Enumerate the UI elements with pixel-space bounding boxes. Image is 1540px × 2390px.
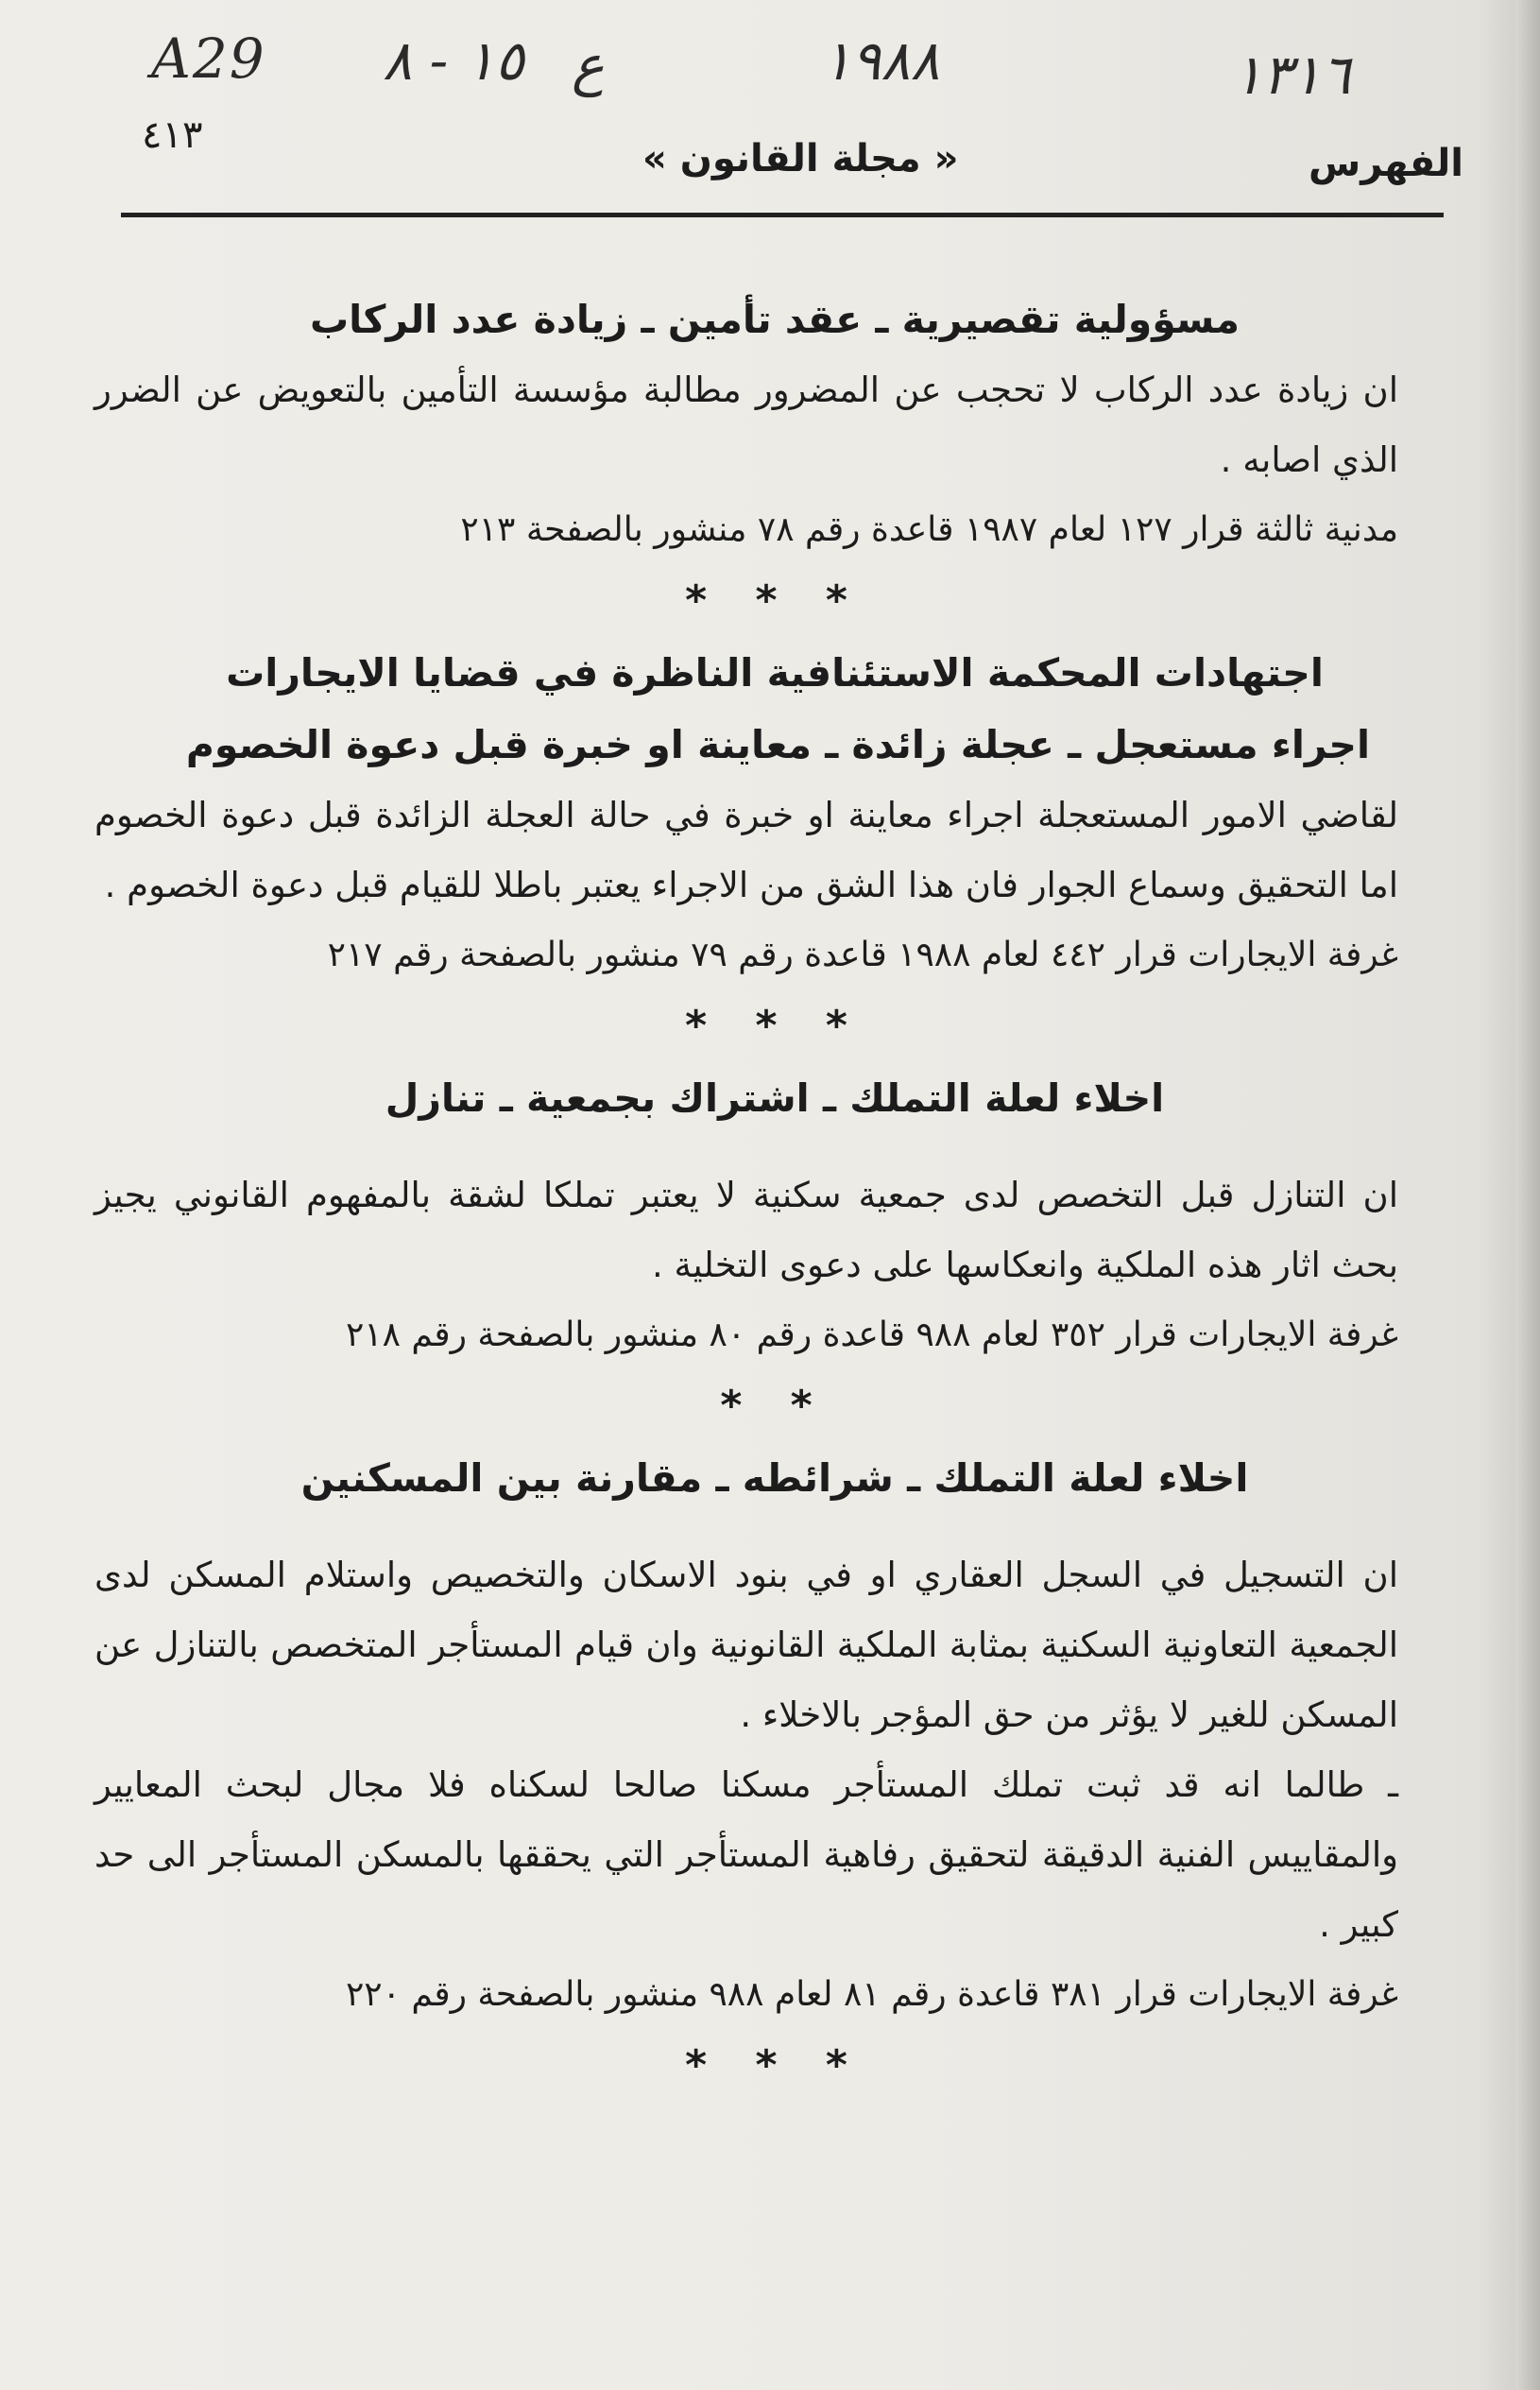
entry-text: ان زيادة عدد الركاب لا تحجب عن المضرور مطالبة مؤسسة التأمين بالتعويض عن الضرر الذي اصابه . <box>94 370 1398 480</box>
entry-reference: غرفة الايجارات قرار ٣٥٢ لعام ٩٨٨ قاعدة رقم ٨٠ منشور بالصفحة رقم ٢١٨ <box>345 1315 1398 1354</box>
section-title: الفهرس <box>1309 142 1464 185</box>
handwritten-year: ١٩٨٨ <box>822 28 940 93</box>
index-entry <box>94 1062 1455 1442</box>
separator: * * * <box>685 2041 864 2089</box>
entry-heading: مسؤولية تقصيرية ـ عقد تأمين ـ زيادة عدد الركاب <box>309 297 1241 342</box>
entry-text: ـ طالما انه قد ثبت تملك المستأجر مسكنا صالحا لسكناه فلا مجال لبحث المعايير والمقاييس الفنية الدقيقة لتحقيق رفاهية المستأجر التي يحققها بالمسكن المستأجر الى حد كبير . <box>94 1764 1398 1945</box>
entry-heading: اجراء مستعجل ـ عجلة زائدة ـ معاينة او خبرة قبل دعوة الخصوم <box>185 722 1370 767</box>
chapter-title: اجتهادات المحكمة الاستئنافية الناظرة في قضايا الايجارات <box>226 650 1324 696</box>
index-entry <box>94 637 1455 1062</box>
header-rule <box>121 213 1444 217</box>
entry-heading: اخلاء لعلة التملك ـ شرائطه ـ مقارنة بين المسكنين <box>300 1455 1249 1501</box>
entry-text: ان التسجيل في السجل العقاري او في بنود الاسكان والتخصيص واستلام المسكن لدى الجمعية التعاونية السكنية بمثابة الملكية القانونية وان قيام المستأجر المتخصص بالتنازل عن المسكن للغير لا يؤثر من حق المؤجر بالاخلاء . <box>94 1555 1398 1735</box>
page-binding-shadow <box>1515 0 1540 2390</box>
separator: * * * <box>685 576 864 625</box>
handwritten-ref: ١٣١٦ <box>1233 43 1351 107</box>
entry-text: لقاضي الامور المستعجلة اجراء معاينة او خبرة في حالة العجلة الزائدة قبل دعوة الخصوم اما التحقيق وسماع الجوار فان هذا الشق من الاجراء يعتبر باطلا للقيام قبل دعوة الخصوم . <box>94 795 1398 905</box>
index-entry <box>94 284 1455 637</box>
entry-reference: مدنية ثالثة قرار ١٢٧ لعام ١٩٨٧ قاعدة رقم ٧٨ منشور بالصفحة ٢١٣ <box>460 510 1398 549</box>
page-number: ٤١٣ <box>142 113 203 157</box>
entry-reference: غرفة الايجارات قرار ٣٨١ قاعدة رقم ٨١ لعام ٩٨٨ منشور بالصفحة رقم ٢٢٠ <box>345 1975 1398 2014</box>
journal-title: « مجلة القانون » <box>642 137 959 181</box>
handwritten-date: ١٥ - ٨ <box>383 28 524 93</box>
handwritten-issue: ع <box>572 33 605 97</box>
handwritten-code: A29 <box>151 26 266 91</box>
entry-text: ان التنازل قبل التخصص لدى جمعية سكنية لا يعتبر تملكا لشقة بالمفهوم القانوني يجيز بحث اثار هذه الملكية وانعكاسها على دعوى التخلية . <box>94 1175 1398 1285</box>
entry-heading: اخلاء لعلة التملك ـ اشتراك بجمعية ـ تنازل <box>385 1075 1165 1121</box>
separator: * * * <box>685 1002 864 1050</box>
separator: * * <box>720 1382 830 1430</box>
index-content <box>94 284 1455 2102</box>
index-entry <box>94 1442 1455 2102</box>
entry-reference: غرفة الايجارات قرار ٤٤٢ لعام ١٩٨٨ قاعدة رقم ٧٩ منشور بالصفحة رقم ٢١٧ <box>327 936 1398 974</box>
